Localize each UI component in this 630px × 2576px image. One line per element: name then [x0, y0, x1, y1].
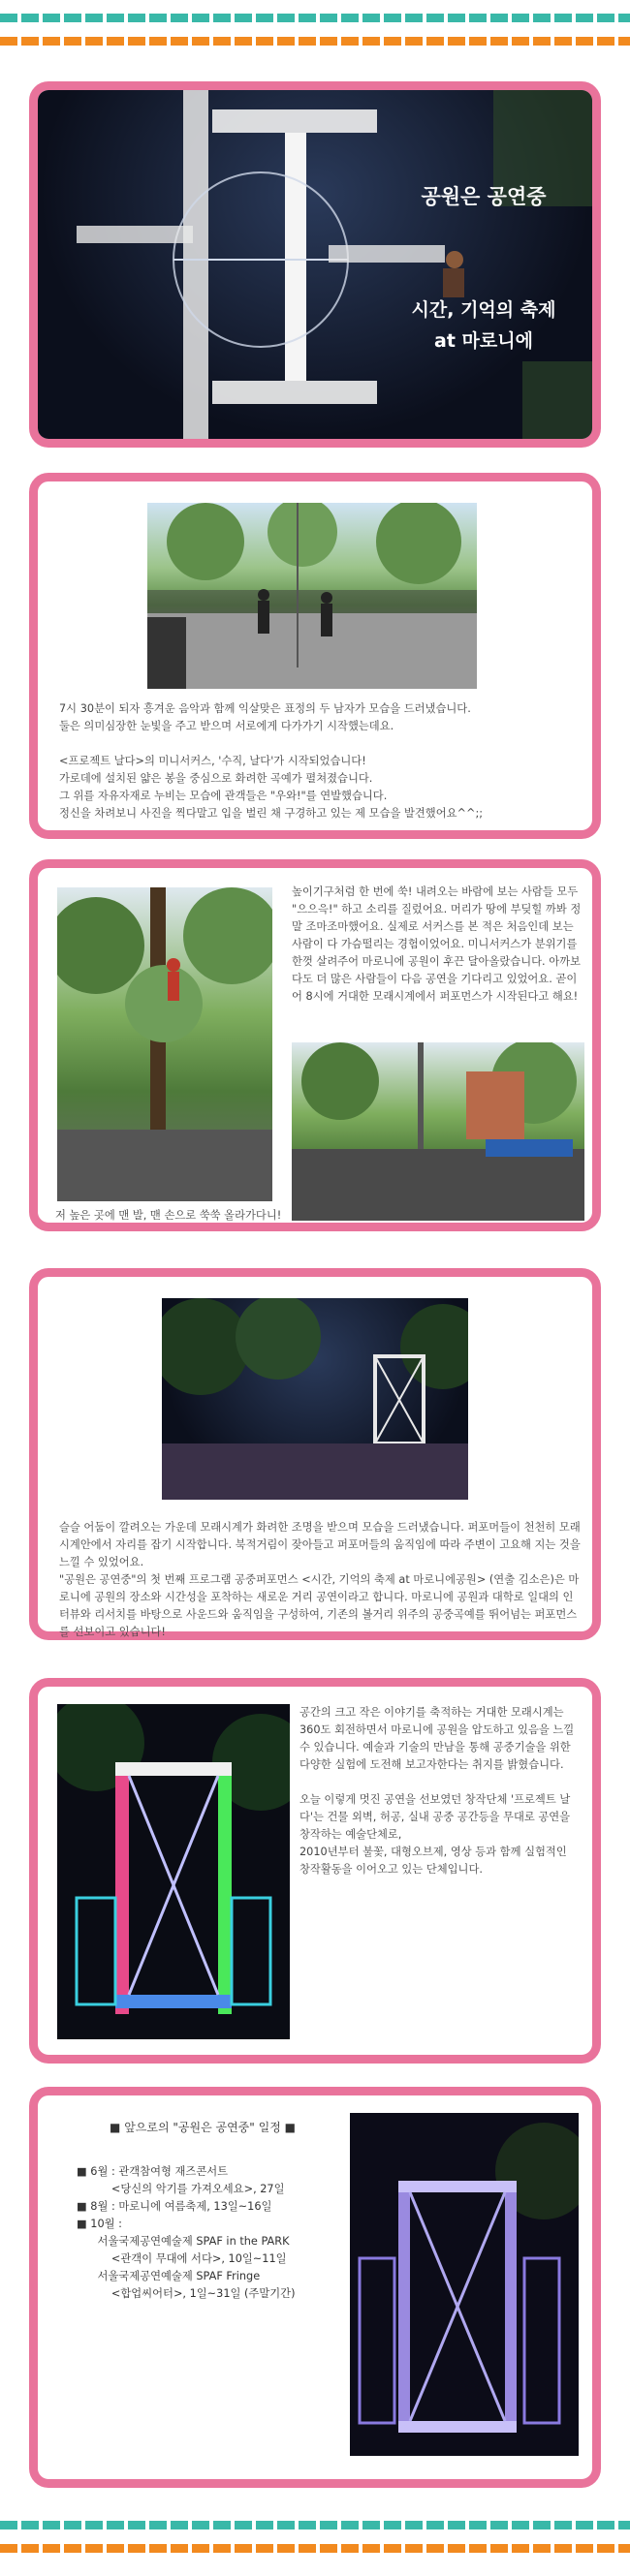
section2-caption: 저 높은 곳에 맨 발, 맨 손으로 쑥쑥 올라가다니! [55, 1209, 282, 1222]
hourglass-dusk-photo [162, 1298, 468, 1500]
schedule-heading: ■ 앞으로의 "공원은 공연중" 일정 ■ [110, 2121, 296, 2134]
top-teal-stripe [0, 14, 630, 22]
schedule-line: ■ 6월 : 관객참여형 재즈콘서트 [77, 2165, 229, 2178]
climber-tree-photo [57, 887, 272, 1201]
schedule-line: <합업씨어터>, 1일~31일 (주말기간) [77, 2287, 296, 2300]
section3-card [29, 1268, 601, 1640]
schedule-line: ■ 10월 : [77, 2218, 122, 2230]
section2-card [29, 859, 601, 1231]
schedule-line: 서울국제공연예술제 SPAF in the PARK [77, 2235, 290, 2248]
section3-text: 슬슬 어둠이 깔려오는 가운데 모래시계가 화려한 조명을 받으며 모습을 드러냈습니다. 퍼포머들이 천천히 모래시계안에서 자리를 잡기 시작합니다. 북적거림이 잦아들고 퍼포머들의 움직임에 따라 주변이 고요해 지는 것을 느낄 수 있었어요. "공원은 공연중"의 첫 번째 프로그램 공중퍼포먼스 <시간, 기억의 축제 at 마로니에공원> (연출 김소은)은 마로니에 공원의 장소와 시간성을 포착하는 새로운 거리 공연이라고 합니다. 마로니에 공원과 대학로 일대의 인터뷰와 리서치를 바탕으로 사운드와 움직임을 구성하여, 기존의 볼거리 위주의 공중곡예를 뛰어넘는 퍼포먼스를 선보이고 있습니다! [59, 1521, 581, 1638]
hero-subtitle-2: at 마로니에 [434, 330, 533, 352]
hero-title: 공원은 공연중 [421, 185, 547, 208]
schedule-line: <당신의 악기를 가져오세요>, 27일 [77, 2183, 285, 2195]
schedule-line: 서울국제공연예술제 SPAF Fringe [77, 2270, 261, 2282]
schedule-list [77, 2163, 348, 2303]
top-orange-stripe [0, 37, 630, 46]
top-stripes [0, 8, 630, 52]
hero-photo [38, 90, 592, 439]
hero-card [29, 81, 601, 448]
section1-text: 7시 30분이 되자 흥겨운 음악과 함께 익살맞은 표정의 두 남자가 모습을 드러냈습니다. 둘은 의미심장한 눈빛을 주고 받으며 서로에게 다가가기 시작했는데요. <프로젝트 날다>의 미니서커스, '수직, 날다'가 시작되었습니다! 가로데에 설치된 얇은 봉을 중심으로 화려한 곡예가 펼쳐졌습니다. 그 위를 자유자재로 누비는 모습에 관객들은 "우와!"를 연발했습니다. 정신을 차려보니 사진을 찍다말고 입을 벌린 채 구경하고 있는 제 모습을 발견했어요^^;; [59, 702, 484, 820]
street-performance-photo [147, 503, 477, 689]
schedule-line: <관객이 무대에 서다>, 10일~11일 [77, 2252, 287, 2265]
section4-card [29, 1678, 601, 2064]
hero-subtitle-1: 시간, 기억의 축제 [411, 299, 556, 321]
bottom-teal-stripe [0, 2521, 630, 2529]
section4-text: 공간의 크고 작은 이야기를 축적하는 거대한 모래시계는 360도 회전하면서 마로니에 공원을 압도하고 있음을 느낄 수 있습니다. 예술과 기술의 만남을 통해 공중기술을 위한 다양한 실험에 도전해 보고자한다는 취지를 밝혔습니다. 오늘 이렇게 멋진 공연을 선보였던 창작단체 '프로젝트 날다'는 건물 외벽, 허공, 실내 공중 공간등을 무대로 공연을 창작하는 예술단체로, 2010년부터 불꽃, 대형오브제, 영상 등과 함께 실험적인 창작활동을 이어오고 있는 단체입니다. [299, 1706, 575, 1876]
bottom-orange-stripe [0, 2544, 630, 2553]
crowd-watching-photo [292, 1042, 584, 1221]
section2-text: 높이기구처럼 한 번에 쑥! 내려오는 바람에 보는 사람들 모두 "으으윽!" 하고 소리를 질렀어요. 머리가 땅에 부딪힐 까봐 정말 조마조마했어요. 실제로 서커스를 본 적은 처음인데 보는사람이 다 가슴떨리는 경험이었어요. 미니서커스가 분위기를 한껏 살려주어 마로니에 공원이 후끈 달아올랐습니다. 아까보다도 더 많은 사람들이 다음 공연을 기다리고 있었어요. 곧이어 8시에 거대한 모래시계에서 퍼포먼스가 시작된다고 해요! [292, 885, 582, 1003]
hourglass-structure-graphic [38, 90, 592, 439]
section5-card [29, 2087, 601, 2488]
purple-hourglass-photo [350, 2113, 579, 2456]
section1-card [29, 473, 601, 839]
lit-hourglass-photo [57, 1704, 290, 2039]
bottom-stripes [0, 2515, 630, 2560]
schedule-line: ■ 8월 : 마로니에 여름축제, 13일~16일 [77, 2200, 272, 2213]
